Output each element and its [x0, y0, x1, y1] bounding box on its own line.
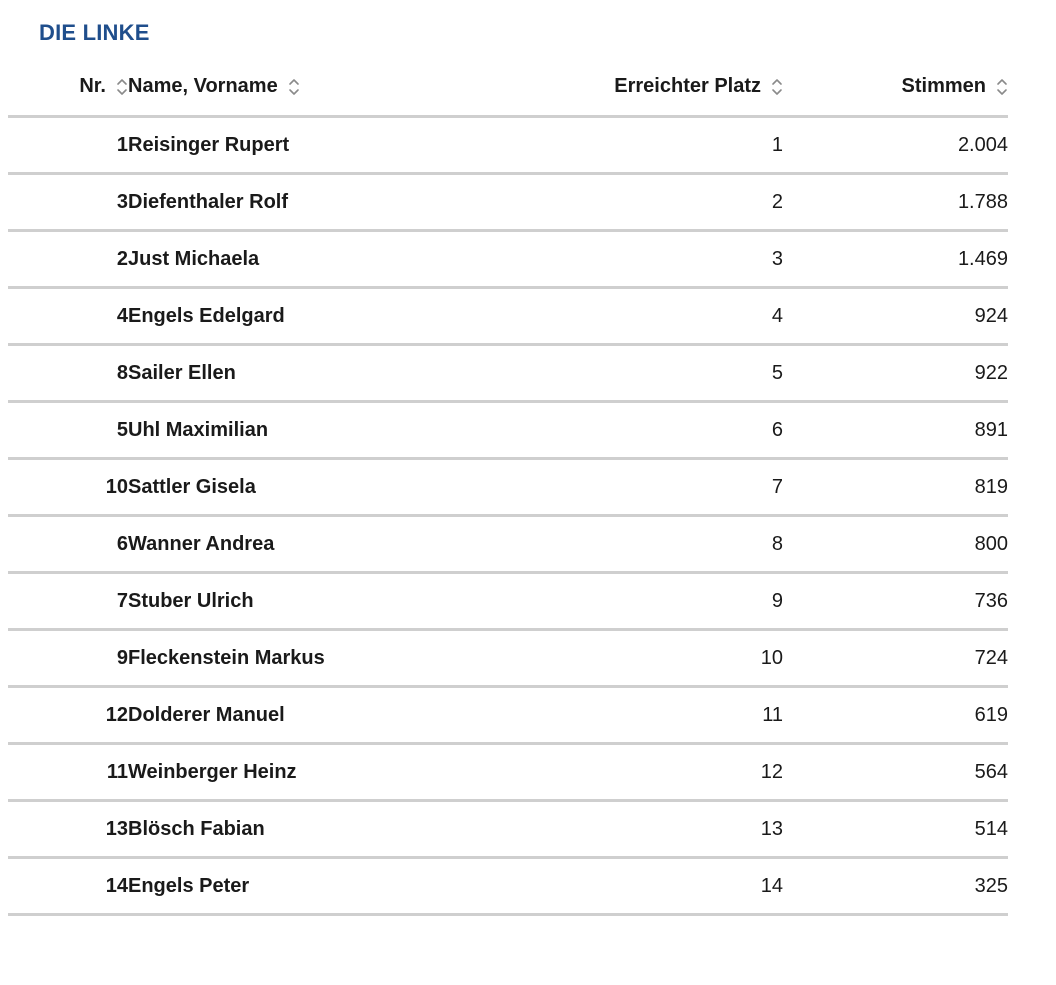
- column-header-stimmen[interactable]: [783, 58, 1008, 117]
- table-row: [8, 402, 1008, 459]
- table-row: [8, 117, 1008, 174]
- cell-name: Blösch Fabian: [128, 801, 518, 858]
- cell-stimmen: 819: [783, 459, 1008, 516]
- cell-nr: 7: [8, 573, 128, 630]
- table-row: [8, 801, 1008, 858]
- cell-name: Wanner Andrea: [128, 516, 518, 573]
- cell-stimmen: 1.469: [783, 231, 1008, 288]
- table-row: [8, 687, 1008, 744]
- cell-stimmen: 724: [783, 630, 1008, 687]
- sort-icon[interactable]: [288, 77, 300, 97]
- cell-stimmen: 1.788: [783, 174, 1008, 231]
- table-body: [8, 117, 1008, 915]
- table-row: [8, 174, 1008, 231]
- column-header-label: Nr.: [79, 75, 106, 97]
- cell-nr: 14: [8, 858, 128, 915]
- cell-name: Engels Peter: [128, 858, 518, 915]
- header-row: [8, 58, 1008, 117]
- sort-button-stimmen[interactable]: [902, 75, 1008, 98]
- sort-icon[interactable]: [116, 77, 128, 97]
- column-header-nr[interactable]: [8, 58, 128, 117]
- cell-nr: 4: [8, 288, 128, 345]
- results-table: [8, 58, 1008, 916]
- cell-platz: 11: [518, 687, 783, 744]
- cell-nr: 13: [8, 801, 128, 858]
- cell-name: Weinberger Heinz: [128, 744, 518, 801]
- sort-icon[interactable]: [996, 77, 1008, 97]
- cell-platz: 9: [518, 573, 783, 630]
- cell-platz: 5: [518, 345, 783, 402]
- sort-button-name[interactable]: [128, 75, 300, 98]
- cell-platz: 1: [518, 117, 783, 174]
- sort-icon[interactable]: [771, 77, 783, 97]
- cell-nr: 11: [8, 744, 128, 801]
- cell-name: Dolderer Manuel: [128, 687, 518, 744]
- cell-name: Stuber Ulrich: [128, 573, 518, 630]
- cell-platz: 3: [518, 231, 783, 288]
- table-header: [8, 58, 1008, 117]
- cell-stimmen: 922: [783, 345, 1008, 402]
- cell-nr: 6: [8, 516, 128, 573]
- cell-nr: 12: [8, 687, 128, 744]
- table-row: [8, 630, 1008, 687]
- table-row: [8, 459, 1008, 516]
- cell-stimmen: 800: [783, 516, 1008, 573]
- cell-name: Diefenthaler Rolf: [128, 174, 518, 231]
- cell-platz: 7: [518, 459, 783, 516]
- table-row: [8, 744, 1008, 801]
- cell-platz: 13: [518, 801, 783, 858]
- table-row: [8, 516, 1008, 573]
- column-header-label: Stimmen: [901, 75, 986, 97]
- cell-name: Sattler Gisela: [128, 459, 518, 516]
- column-header-platz[interactable]: [518, 58, 783, 117]
- cell-platz: 14: [518, 858, 783, 915]
- party-title: DIE LINKE: [39, 20, 150, 45]
- cell-platz: 12: [518, 744, 783, 801]
- cell-stimmen: 736: [783, 573, 1008, 630]
- table-row: [8, 573, 1008, 630]
- sort-button-platz[interactable]: [614, 75, 783, 98]
- cell-name: Sailer Ellen: [128, 345, 518, 402]
- cell-nr: 3: [8, 174, 128, 231]
- cell-nr: 5: [8, 402, 128, 459]
- cell-stimmen: 514: [783, 801, 1008, 858]
- cell-platz: 8: [518, 516, 783, 573]
- cell-stimmen: 924: [783, 288, 1008, 345]
- cell-stimmen: 891: [783, 402, 1008, 459]
- cell-stimmen: 2.004: [783, 117, 1008, 174]
- table-row: [8, 288, 1008, 345]
- cell-nr: 8: [8, 345, 128, 402]
- cell-stimmen: 325: [783, 858, 1008, 915]
- cell-name: Engels Edelgard: [128, 288, 518, 345]
- cell-nr: 1: [8, 117, 128, 174]
- table-row: [8, 231, 1008, 288]
- column-header-label: Name, Vorname: [128, 75, 278, 97]
- cell-platz: 6: [518, 402, 783, 459]
- cell-name: Just Michaela: [128, 231, 518, 288]
- cell-name: Fleckenstein Markus: [128, 630, 518, 687]
- cell-nr: 9: [8, 630, 128, 687]
- sort-button-nr[interactable]: [79, 75, 128, 98]
- cell-platz: 4: [518, 288, 783, 345]
- cell-platz: 10: [518, 630, 783, 687]
- column-header-label: Erreichter Platz: [614, 75, 761, 97]
- table-row: [8, 345, 1008, 402]
- cell-nr: 2: [8, 231, 128, 288]
- cell-nr: 10: [8, 459, 128, 516]
- cell-name: Uhl Maximilian: [128, 402, 518, 459]
- table-row: [8, 858, 1008, 915]
- cell-stimmen: 619: [783, 687, 1008, 744]
- column-header-name[interactable]: [128, 58, 518, 117]
- cell-name: Reisinger Rupert: [128, 117, 518, 174]
- cell-platz: 2: [518, 174, 783, 231]
- cell-stimmen: 564: [783, 744, 1008, 801]
